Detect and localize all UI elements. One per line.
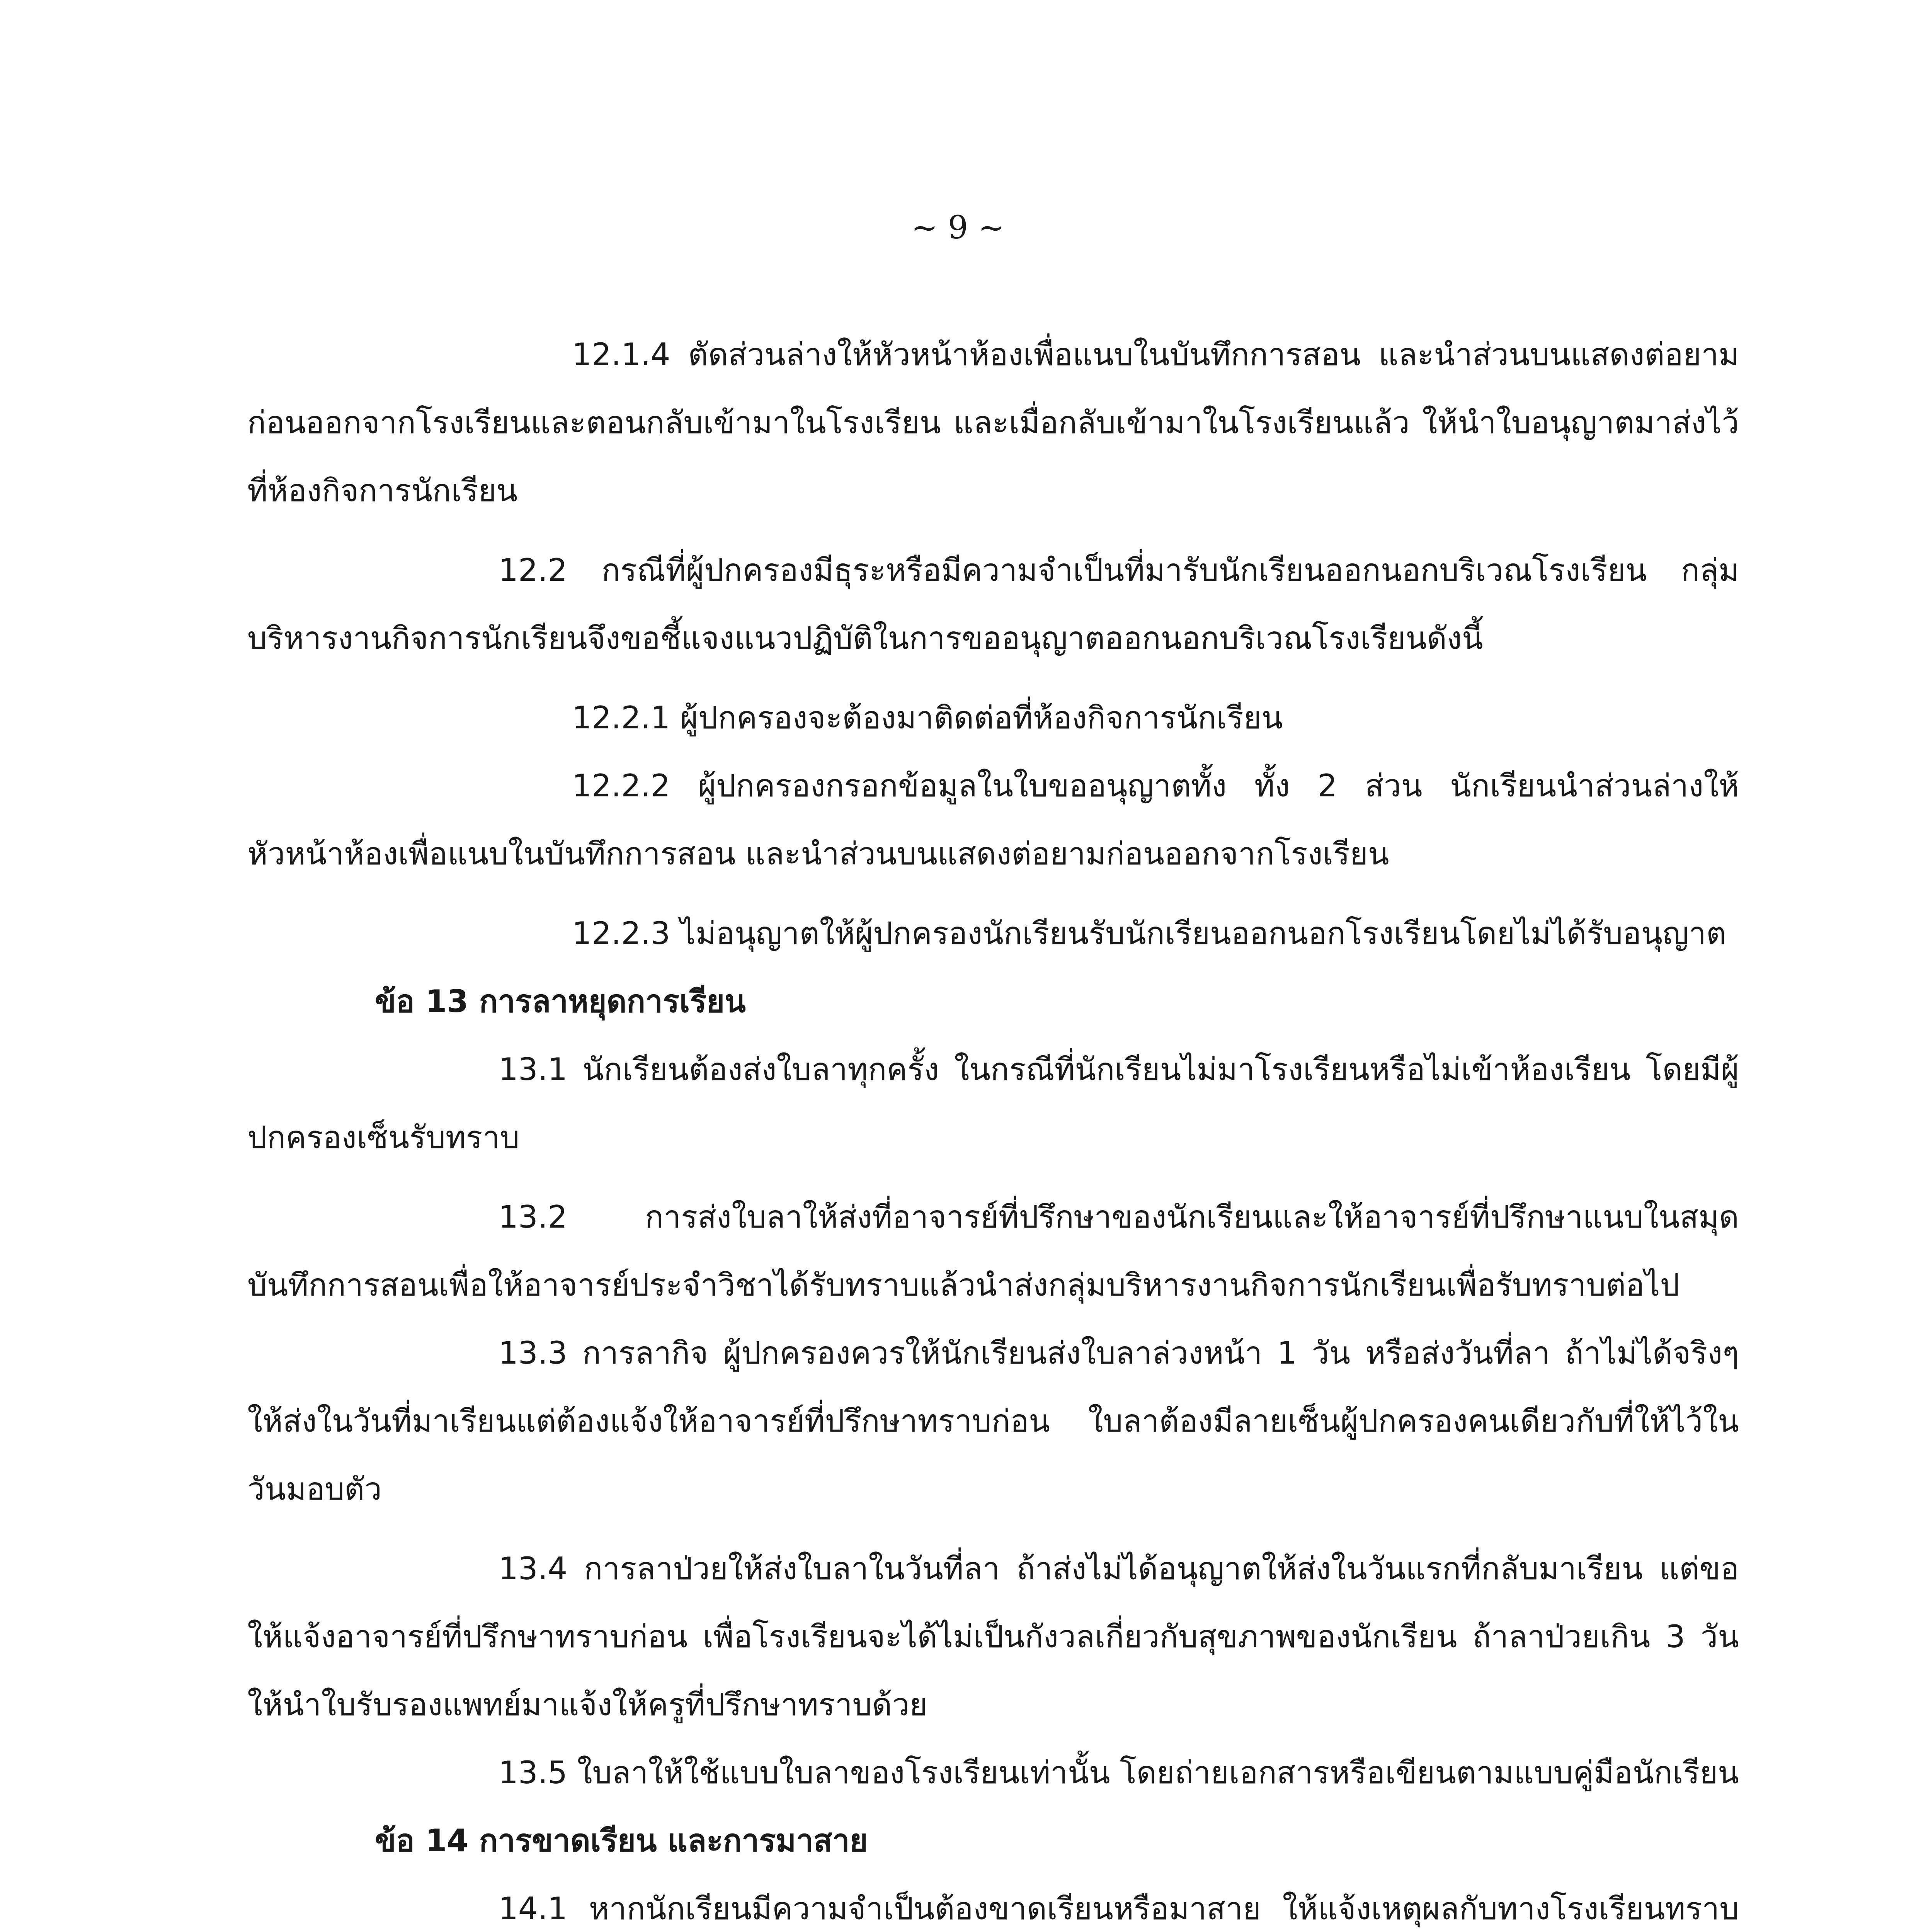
paragraph-13-1: 13.1 นักเรียนต้องส่งใบลาทุกครั้ง ในกรณีที่นักเรียนไม่มาโรงเรียนหรือไม่เข้าห้องเรียน โดยมีผู้ปกครองเซ็นรับทราบ bbox=[247, 1051, 1739, 1155]
paragraph-14-1: 14.1 หากนักเรียนมีความจำเป็นต้องขาดเรียนหรือมาสาย ให้แจ้งเหตุผลกับทางโรงเรียนทราบ bbox=[499, 1891, 1739, 1927]
page-number: ~ 9 ~ bbox=[911, 209, 1005, 246]
paragraph-13-3: 13.3 การลากิจ ผู้ปกครองควรให้นักเรียนส่งใบลาล่วงหน้า 1 วัน หรือส่งวันที่ลา ถ้าไม่ได้จริงๆให้ส่งในวันที่มาเรียนแต่ต้องแจ้งให้อาจารย์ที่ปรึกษาทราบก่อน ใบลาต้องมีลายเซ็นผู้ปกครองคนเดียวกับที่ให้ไว้ในวันมอบตัว bbox=[247, 1335, 1739, 1507]
paragraph-12-1-4: 12.1.4 ตัดส่วนล่างให้หัวหน้าห้องเพื่อแนบในบันทึกการสอน และนำส่วนบนแสดงต่อยาม ก่อนออกจากโรงเรียนและตอนกลับเข้ามาในโรงเรียน และเมื่อกลับเข้ามาในโรงเรียนแล้ว ให้นำใบอนุญาตมาส่งไว้ที่ห้องกิจการนักเรียน bbox=[247, 337, 1739, 509]
paragraph-12-2-3: 12.2.3 ไม่อนุญาตให้ผู้ปกครองนักเรียนรับนักเรียนออกนอกโรงเรียนโดยไม่ได้รับอนุญาต bbox=[572, 915, 1726, 951]
document-body bbox=[247, 321, 1739, 1932]
paragraph-12-2-1: 12.2.1 ผู้ปกครองจะต้องมาติดต่อที่ห้องกิจการนักเรียน bbox=[572, 700, 1283, 736]
paragraph-13-4: 13.4 การลาป่วยให้ส่งใบลาในวันที่ลา ถ้าส่งไม่ได้อนุญาตให้ส่งในวันแรกที่กลับมาเรียน แต่ขอให้แจ้งอาจารย์ที่ปรึกษาทราบก่อน เพื่อโรงเรียนจะได้ไม่เป็นกังวลเกี่ยวกับสุขภาพของนักเรียน ถ้าลาป่วยเกิน 3 วัน ให้นำใบรับรองแพทย์มาแจ้งให้ครูที่ปรึกษาทราบด้วย bbox=[247, 1551, 1739, 1723]
section-heading-13: ข้อ 13 การลาหยุดการเรียน bbox=[375, 983, 746, 1019]
section-heading-14: ข้อ 14 การขาดเรียน และการมาสาย bbox=[375, 1823, 868, 1859]
paragraph-12-2-2: 12.2.2 ผู้ปกครองกรอกข้อมูลในใบขออนุญาตทั้ง ทั้ง 2 ส่วน นักเรียนนำส่วนล่างให้หัวหน้าห้องเพื่อแนบในบันทึกการสอน และนำส่วนบนแสดงต่อยามก่อนออกจากโรงเรียน bbox=[247, 768, 1739, 872]
paragraph-13-5: 13.5 ใบลาให้ใช้แบบใบลาของโรงเรียนเท่านั้น โดยถ่ายเอกสารหรือเขียนตามแบบคู่มือนักเรียน bbox=[499, 1755, 1739, 1791]
paragraph-12-2: 12.2 กรณีที่ผู้ปกครองมีธุระหรือมีความจำเป็นที่มารับนักเรียนออกนอกบริเวณโรงเรียน กลุ่มบริหารงานกิจการนักเรียนจึงขอชี้แจงแนวปฏิบัติในการขออนุญาตออกนอกบริเวณโรงเรียนดังนี้ bbox=[247, 552, 1739, 656]
paragraph-13-2: 13.2 การส่งใบลาให้ส่งที่อาจารย์ที่ปรึกษาของนักเรียนและให้อาจารย์ที่ปรึกษาแนบในสมุดบันทึกการสอนเพื่อให้อาจารย์ประจำวิชาได้รับทราบแล้วนำส่งกลุ่มบริหารงานกิจการนักเรียนเพื่อรับทราบต่อไป bbox=[247, 1199, 1739, 1303]
